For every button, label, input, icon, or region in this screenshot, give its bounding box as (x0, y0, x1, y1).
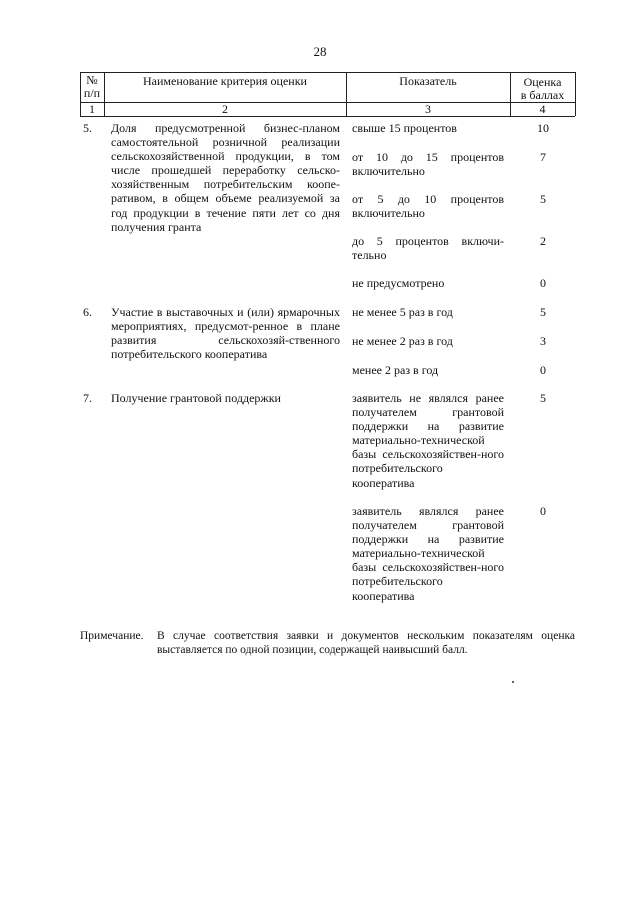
note-text: В случае соответствия заявки и документов нескольким показателям оценка выставляется по одной позиции, содержащей наивысший балл. (157, 630, 575, 656)
indicator-text: заявитель являлся ранее получателем грантовой поддержки на развитие материально-технической базы сельскохозяйствен-ного потребительского кооператива (352, 504, 504, 603)
header-score: Оценка в баллах (520, 75, 565, 102)
indicator-text: до 5 процентов включи-тельно (352, 234, 504, 263)
criterion-text: Участие в выставочных и (или) ярмарочных мероприятиях, предусмот-ренное в плане развития сельскохозяй-ственного потребительского кооператива (111, 305, 340, 362)
score-value: 10 (537, 121, 549, 135)
indicator-text: от 10 до 15 процентов включительно (352, 150, 504, 179)
score-value: 5 (540, 305, 546, 319)
row-number: 7. (83, 391, 92, 405)
indicator-text: свыше 15 процентов (352, 121, 457, 135)
header-indicator: Показатель (399, 74, 457, 88)
indicator-text: от 5 до 10 процентов включительно (352, 192, 504, 221)
row-number: 5. (83, 121, 92, 135)
score-value: 0 (540, 363, 546, 377)
page-number: 28 (313, 44, 327, 59)
indicator-text: не предусмотрено (352, 276, 445, 290)
score-value: 0 (540, 504, 546, 518)
column-number-2: 2 (222, 102, 228, 116)
score-value: 5 (540, 391, 546, 405)
indicator-text: не менее 5 раз в год (352, 305, 453, 319)
column-numbers-divider (80, 116, 575, 117)
header-num: № п/п (83, 73, 101, 100)
column-number-3: 3 (425, 102, 431, 116)
table-top-border (80, 72, 575, 73)
row-number: 6. (83, 305, 92, 319)
indicator-text: заявитель не являлся ранее получателем грантовой поддержки на развитие материально-технической базы сельскохозяйствен-ного потребительского кооператива (352, 391, 504, 490)
indicator-text: не менее 2 раз в год (352, 334, 453, 348)
stray-mark (512, 681, 514, 683)
column-number-4: 4 (539, 102, 546, 116)
score-value: 2 (540, 234, 546, 248)
note-label: Примечание. (80, 630, 144, 642)
column-number-1: 1 (89, 102, 95, 116)
score-value: 5 (540, 192, 546, 206)
table-right-border (575, 72, 576, 116)
criterion-text: Доля предусмотренной бизнес-планом самостоятельной розничной реализации сельскохозяйственной продукции, в том числе прошедшей переработку сельско-хозяйственным потребительским коопе-ративом, в общем объеме реализуемой за год продукции в течение пяти лет со дня получения гранта (111, 121, 340, 234)
criterion-text: Получение грантовой поддержки (111, 391, 281, 405)
header-criterion: Наименование критерия оценки (143, 74, 307, 88)
score-value: 7 (540, 150, 546, 164)
score-value: 0 (540, 276, 546, 290)
score-value: 3 (540, 334, 546, 348)
indicator-text: менее 2 раз в год (352, 363, 439, 377)
